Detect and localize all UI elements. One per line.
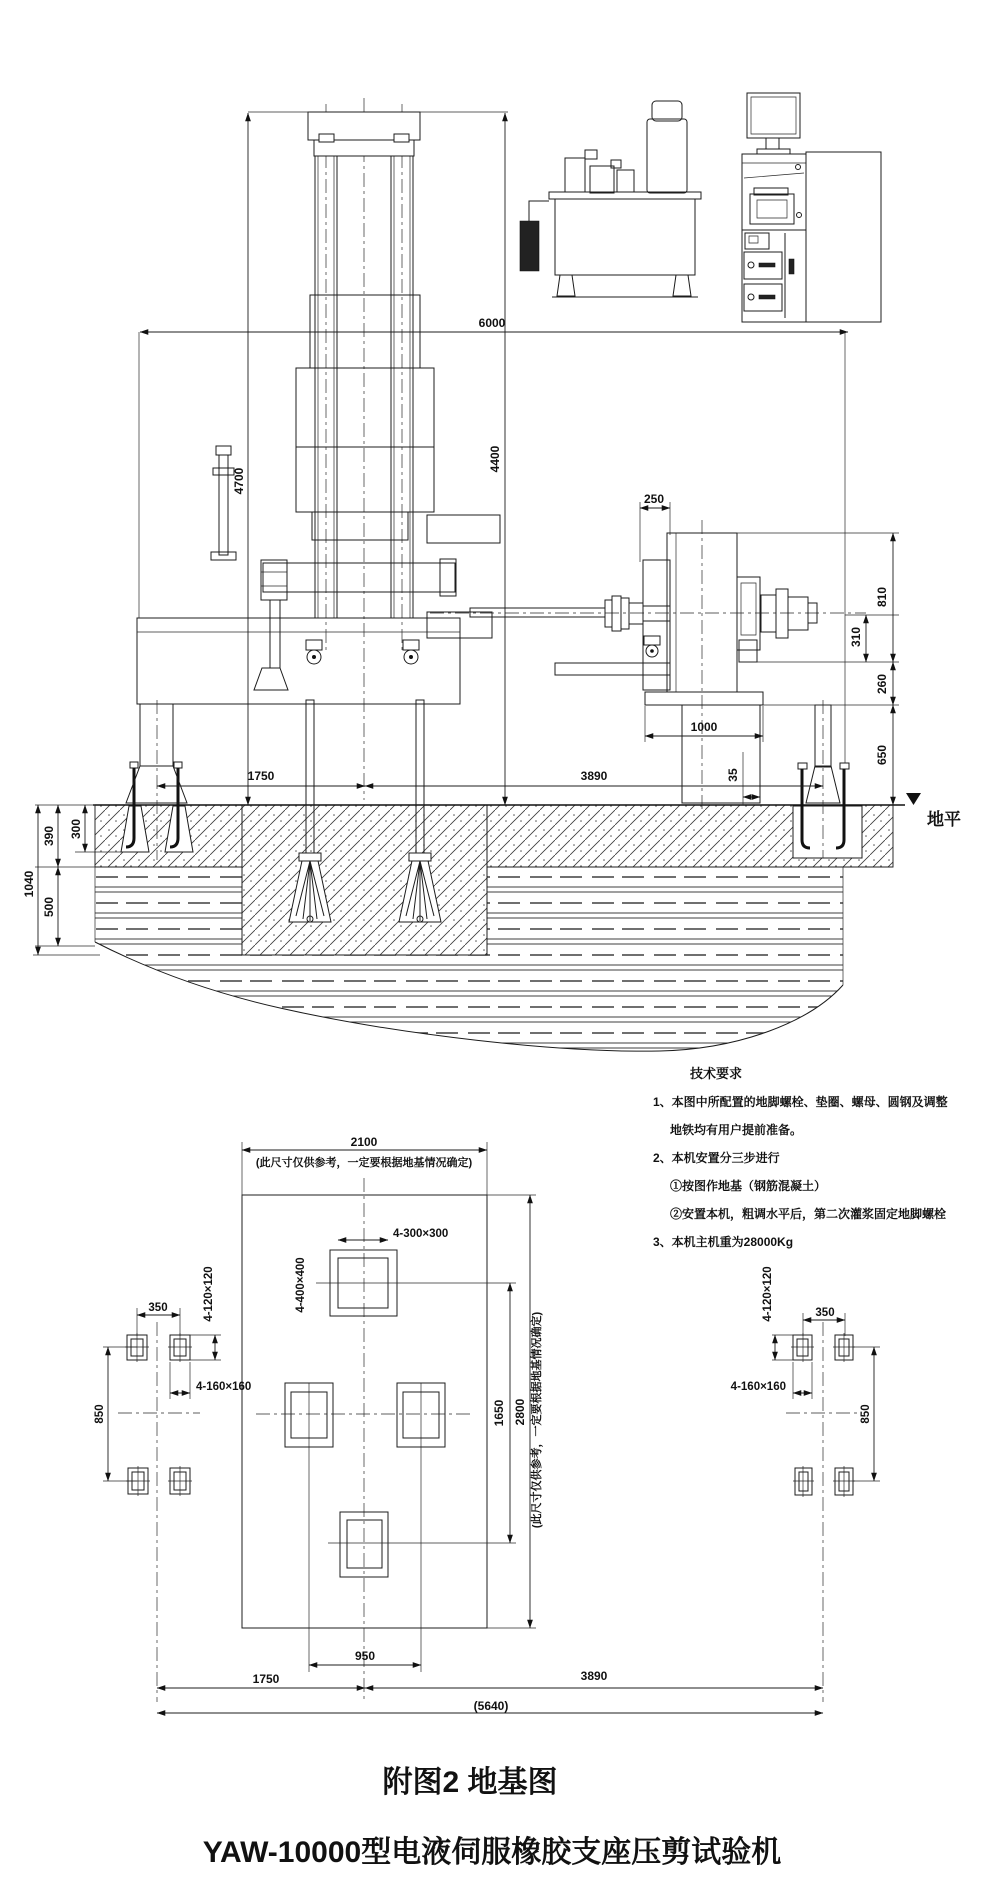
dim-4-120x120-left-label: 4-120×120 (203, 1266, 215, 1322)
dim-850-right-label: 850 (860, 1404, 872, 1424)
printer (750, 194, 794, 224)
dim-810-label: 810 (875, 586, 889, 608)
machine-base (137, 618, 460, 704)
dim-1040-label: 1040 (22, 870, 36, 898)
tech-note-item: ②安置本机，粗调水平后，第二次灌浆固定地脚螺栓 (670, 1207, 947, 1221)
figure-title: 附图2 地基图 (382, 1766, 558, 1799)
motor-cap (652, 101, 682, 121)
plan-view (94, 1135, 880, 1713)
bolt-pocket (791, 1333, 814, 1362)
valve-block (565, 158, 585, 192)
dim-260-label: 260 (875, 673, 889, 695)
dim-4-300x300-label: 4-300×300 (393, 1228, 449, 1240)
horizontal-actuator (430, 589, 866, 638)
dim-4-120x120-right-label: 4-120×120 (762, 1266, 774, 1322)
tech-note-item: 3、本机主机重为28000Kg (653, 1235, 794, 1249)
dim-4-160x160-left-label: 4-160×160 (196, 1381, 252, 1393)
foundation-pit-block (242, 805, 487, 955)
dim-850-left-label: 850 (94, 1404, 106, 1424)
tech-note-item: 2、本机安置分三步进行 (653, 1151, 780, 1165)
bolt-group-left (94, 1266, 251, 1702)
pocket-top (316, 1250, 516, 1316)
dim-310-label: 310 (849, 626, 863, 648)
valve-block (590, 166, 614, 193)
bolt-pocket (168, 1466, 192, 1496)
electrical-cabinet (806, 152, 881, 322)
dimensions-plan-bottom (157, 1649, 823, 1713)
bolt-group-right (731, 1266, 880, 1702)
dim-390-label: 390 (42, 825, 56, 847)
left-rod (211, 446, 236, 560)
hydraulic-power-unit (520, 101, 701, 297)
dim-2100-label: 2100 (350, 1135, 378, 1149)
elevation-view (22, 93, 961, 1051)
bolt-pocket (833, 1466, 855, 1497)
dim-1000-label: 1000 (690, 720, 718, 734)
control-console (742, 93, 881, 322)
dim-1750-plan-label: 1750 (252, 1672, 280, 1686)
dim-250-label: 250 (643, 492, 665, 506)
dim-350-left-label: 350 (148, 1302, 168, 1314)
top-crossbeam (308, 112, 420, 156)
motor (647, 119, 687, 193)
monitor (747, 93, 800, 138)
dim-300-label: 300 (69, 818, 83, 840)
left-cylinder (254, 560, 288, 690)
dim-3890-plan-label: 3890 (580, 1669, 608, 1683)
tech-note-item: 地铁均有用户提前准备。 (670, 1123, 803, 1137)
titles (203, 1765, 781, 1869)
main-press (126, 98, 500, 860)
dim-3890-elev-label: 3890 (580, 769, 608, 783)
dim-650-label: 650 (875, 744, 889, 766)
dim-1650-label: 1650 (492, 1399, 506, 1427)
dim-4400-label: 4400 (488, 445, 502, 473)
dim-6000-label: 6000 (478, 316, 506, 330)
press-casters (306, 640, 419, 664)
dim-4700-label: 4700 (232, 467, 246, 495)
tech-notes (653, 1066, 948, 1249)
tech-note-item: ①按图作地基（钢筋混凝土） (670, 1179, 827, 1193)
dim-2800-label: 2800 (513, 1398, 527, 1426)
valve-block (617, 170, 634, 192)
plan-reference-note-vertical: (此尺寸仅供参考，一定要根据地基情况确定) (531, 1311, 543, 1529)
dim-1750-elev-label: 1750 (247, 769, 275, 783)
dim-35-label: 35 (726, 768, 740, 782)
concrete-strip (95, 805, 893, 867)
dim-350-right-label: 350 (815, 1307, 835, 1319)
dim-5640-label: (5640) (473, 1699, 509, 1713)
dim-950-label: 950 (354, 1649, 376, 1663)
radiator (520, 221, 539, 271)
bench-plate (555, 663, 670, 675)
ground-level-marker (906, 793, 921, 805)
bolt-pocket (125, 1333, 149, 1362)
bolt-pocket (833, 1333, 855, 1362)
pocket-bottom (328, 1512, 516, 1577)
foundation-pit-plan (242, 1195, 487, 1628)
bolt-pocket (793, 1466, 814, 1497)
soil-section (93, 700, 905, 1051)
dim-4-160x160-right-label: 4-160×160 (730, 1381, 786, 1393)
dim-500-label: 500 (42, 896, 56, 918)
tech-note-item: 1、本图中所配置的地脚螺栓、垫圈、螺母、圆钢及调整 (653, 1095, 948, 1109)
bolt-pocket (168, 1333, 192, 1362)
upper-arm (427, 515, 500, 543)
plan-reference-note: (此尺寸仅供参考，一定要根据地基情况确定) (255, 1157, 473, 1169)
dim-4-400x400-label: 4-400×400 (295, 1257, 307, 1313)
ground-level-label: 地平 (927, 810, 961, 829)
tech-notes-heading: 技术要求 (689, 1066, 743, 1081)
machine-title: YAW-10000型电液伺服橡胶支座压剪试验机 (202, 1836, 782, 1869)
moving-table (263, 559, 456, 596)
frame-base-plate (645, 692, 763, 705)
